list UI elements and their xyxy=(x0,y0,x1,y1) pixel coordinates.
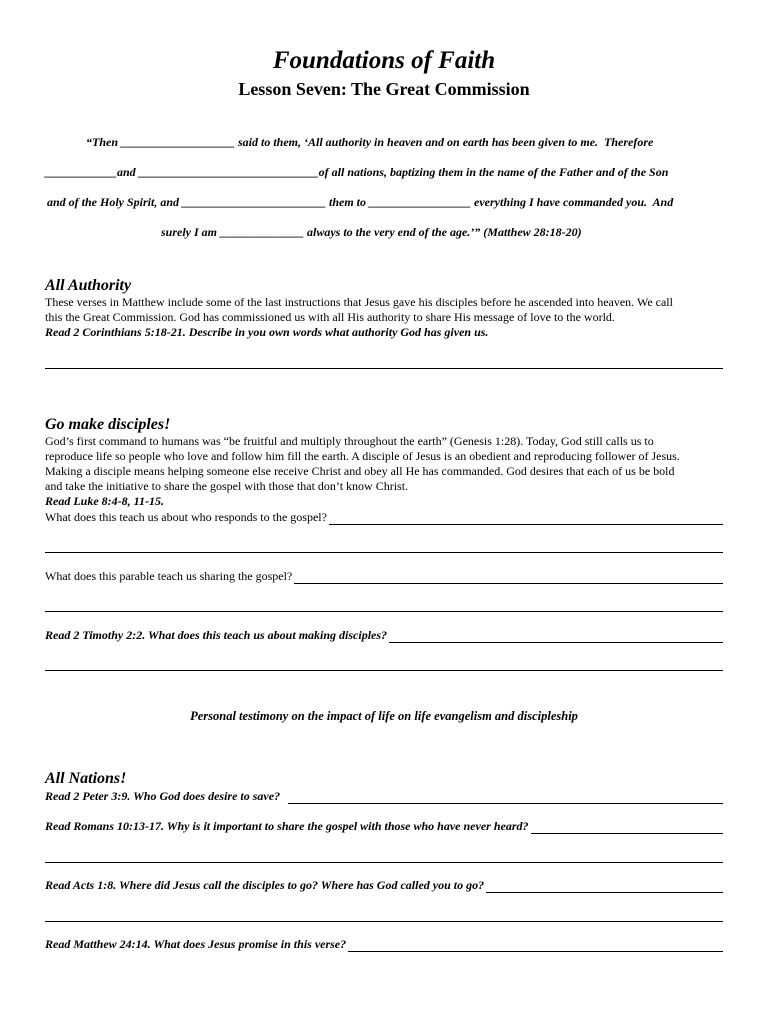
answer-line[interactable] xyxy=(486,880,723,893)
authority-prompt: Read 2 Corinthians 5:18-21. Describe in you own words what authority God has given us. xyxy=(45,325,489,339)
testimony-heading: Personal testimony on the impact of life on life evangelism and discipleship xyxy=(190,709,578,723)
question-text: Read Romans 10:13-17. Why is it important to share the gospel with those who have never heard? xyxy=(45,819,529,833)
disciples-text-3: Making a disciple means helping someone else receive Christ and obey all He has commanded. God desires that each of us be bold xyxy=(45,464,675,478)
scripture-line-3: and of the Holy Spirit, and ________________________ them to _________________ everything I have commanded you. And xyxy=(47,195,674,209)
question-text: Read Matthew 24:14. What does Jesus promise in this verse? xyxy=(45,937,347,951)
question-text: What does this teach us about who responds to the gospel? xyxy=(45,510,327,524)
disciples-text-2: reproduce life so people who love and follow him fill the earth. A disciple of Jesus is an obedient and reproducing follower of Jesus. xyxy=(45,449,680,463)
question-who-responds xyxy=(45,510,723,525)
scripture-line-2: ____________and ______________________________of all nations, baptizing them in the name of the Father and of the Son xyxy=(45,165,669,179)
authority-text-1: These verses in Matthew include some of the last instructions that Jesus gave his disciples before he ascended into heaven. We call xyxy=(45,295,673,309)
question-romans xyxy=(45,819,723,834)
answer-line[interactable] xyxy=(531,821,724,834)
question-parable xyxy=(45,569,723,584)
scripture-line-1: “Then ___________________ said to them, ‘All authority in heaven and on earth has been given to me. Therefore xyxy=(86,135,654,149)
answer-line[interactable] xyxy=(45,368,723,369)
question-text: What does this parable teach us sharing the gospel? xyxy=(45,569,293,583)
answer-line[interactable] xyxy=(45,611,723,612)
answer-line[interactable] xyxy=(45,862,723,863)
section-heading-all-nations: All Nations! xyxy=(45,770,127,787)
answer-line[interactable] xyxy=(389,630,723,643)
page-title: Foundations of Faith xyxy=(272,47,496,74)
authority-text-2: this the Great Commission. God has commissioned us with all His authority to share His message of love to the world. xyxy=(45,310,615,324)
section-heading-all-authority: All Authority xyxy=(45,277,132,294)
scripture-line-4: surely I am ______________ always to the very end of the age.’” (Matthew 28:18-20) xyxy=(161,225,582,239)
question-making-disciples xyxy=(45,628,723,643)
answer-line[interactable] xyxy=(329,512,723,525)
question-matthew xyxy=(45,937,723,952)
disciples-text-1: God’s first command to humans was “be fruitful and multiply throughout the earth” (Genesis 1:28). Today, God still calls us to xyxy=(45,434,654,448)
question-text: Read 2 Peter 3:9. Who God does desire to save? xyxy=(45,789,281,803)
answer-line[interactable] xyxy=(45,670,723,671)
question-peter xyxy=(45,789,723,804)
answer-line[interactable] xyxy=(45,552,723,553)
section-heading-go-make-disciples: Go make disciples! xyxy=(45,416,171,433)
lesson-subtitle: Lesson Seven: The Great Commission xyxy=(238,79,530,99)
answer-line[interactable] xyxy=(288,791,723,804)
answer-line[interactable] xyxy=(294,571,723,584)
question-text: Read 2 Timothy 2:2. What does this teach us about making disciples? xyxy=(45,628,388,642)
disciples-text-4: and take the initiative to share the gospel with those that don’t know Christ. xyxy=(45,479,409,493)
answer-line[interactable] xyxy=(348,939,723,952)
question-text: Read Acts 1:8. Where did Jesus call the disciples to go? Where has God called you to go? xyxy=(45,878,485,892)
answer-line[interactable] xyxy=(45,921,723,922)
read-luke: Read Luke 8:4-8, 11-15. xyxy=(45,494,164,508)
question-acts xyxy=(45,878,723,893)
